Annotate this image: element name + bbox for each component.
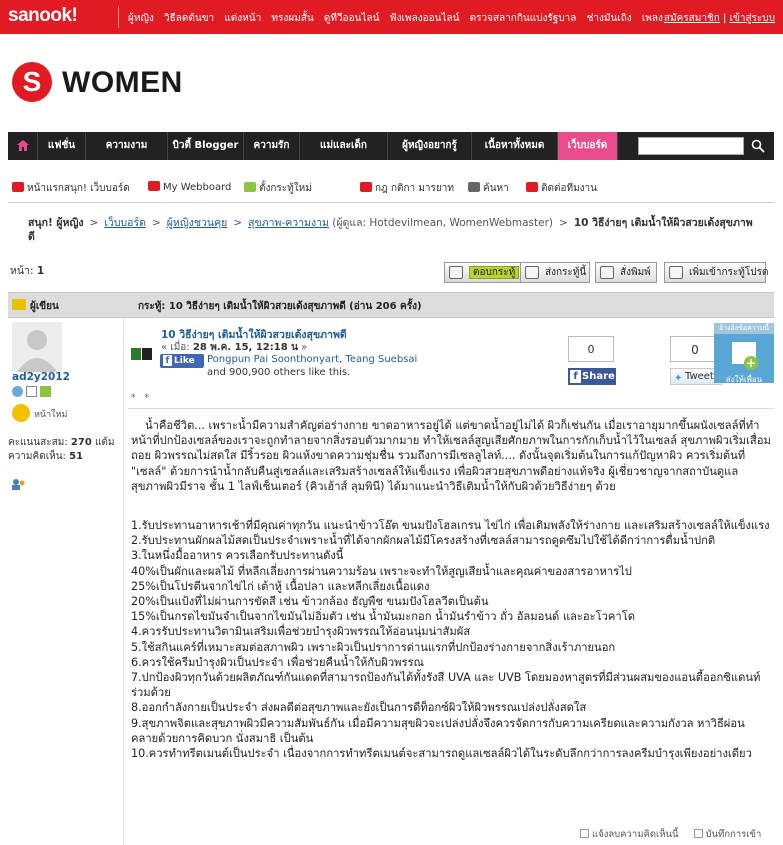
liker-link[interactable]: Pongpun Pai Soonthonyart <box>207 354 340 365</box>
smiley-icon <box>12 404 30 422</box>
log-icon <box>694 829 703 838</box>
top-link[interactable]: ดูทีวีออนไลน์ <box>323 13 380 24</box>
post-intro: น้ำคือชีวิต... เพราะน้ำมีความสำคัญต่อร่างกาย ขาดอาหารอยู่ได้ แต่ขาดน้ำอยู่ไม่ได้ ผิวก็เช่นกัน เมื่อเราอายุมากขึ้นผนังเซลล์ที่ทำหน้าที่ปกป้องเซลล์ของเราจะถูกทำลายจากสิ่งรอบตัวมากมาย ทำให้เซลล์สูญเสียศักยภาพในการกักเก็บน้ำไว้ในเซลล์ สุขภาพผิวเริ่มเสื่อมถอย ผิวพรรณไม่สดใส มีริ้วรอย ผิวแห้งขาดความชุ่มชื่น รวมถึงการมีเซลลูไลท์.... ดังนั้นจุดเริ่มต้นในการแก้ปัญหาผิว ควรเริ่มต้นที่ "เซลล์" ด้วยการนำน้ำกลับคืนสู่เซลล์และเสริมสร้างเซลล์ให้แข็งแรง เพื่อผิวสวยสุขภาพดีอย่างแท้จริง ผู้เชี่ยวชาญจากสถาบันดูแลสุขภาพผิวมีราจ ชั้น 1 ไลฟ์เซ็นเตอร์ (คิวเฮ้าส์ ลุมพินี) ได้มาแนะนำวิธีเติมน้ำให้กับผิวด้วยวิธีง่ายๆ ด้วย <box>131 419 771 493</box>
post-item: 5.ใช้สกินแคร์ที่เหมาะสมต่อสภาพผิว เพราะผิวเป็นปราการด่านแรกที่ปกป้องร่างกายจากสิ่งเร้าภายนอก <box>131 640 616 654</box>
topic-title-header: กระทู้: 10 วิธีง่ายๆ เติมน้ำให้ผิวสวยเด้งสุขภาพดี (อ่าน 206 ครั้ง) <box>138 301 422 312</box>
top-link[interactable]: ฟังเพลงออนไลน์ <box>389 13 460 24</box>
home-icon <box>17 140 29 151</box>
topic-header <box>8 292 774 318</box>
breadcrumb: สนุก! ผู้หญิง > เว็บบอร์ด > ผู้หญิงชวนคุย > สุขภาพ-ความงาม (ผู้ดูแล: Hotdevilmean, WomenWebmaster) > 10 วิธีง่ายๆ เติมน้ำให้ผิวสวยเด้งสุขภาพดี <box>28 217 753 243</box>
tweet-count: 0 <box>670 336 720 362</box>
breadcrumb-current: 10 วิธีง่ายๆ เติมน้ำให้ผิวสวยเด้งสุขภาพดี <box>28 217 753 243</box>
reply-button[interactable]: ตอบกระทู้ <box>444 262 530 283</box>
plus-icon: + <box>745 356 757 370</box>
profile-icon[interactable] <box>12 386 23 397</box>
post-item: 8.ออกกำลังกายเป็นประจำ ส่งผลดีต่อสุขภาพและยังเป็นการดีท็อกซ์ผิวให้ผิวพรรณเปล่งปลั่งสดใส <box>131 701 587 715</box>
nav-mom-kids[interactable]: แม่และเด็ก <box>300 132 388 160</box>
send-icon <box>525 266 539 279</box>
top-link[interactable]: ตรวจสลากกินแบ่งรัฐบาล <box>469 13 577 24</box>
breadcrumb-item[interactable]: สุขภาพ-ความงาม <box>248 217 329 229</box>
s-logo-icon: S <box>12 62 52 102</box>
rules-link[interactable]: กฎ กติกา มารยาท <box>360 181 454 196</box>
report-icon <box>580 829 589 838</box>
share-count: 0 <box>568 336 614 362</box>
moderators: (ผู้ดูแล: Hotdevilmean, WomenWebmaster) <box>332 217 554 229</box>
post-item: 40%เป็นผักและผลไม้ ที่หลีกเลี่ยงการผ่านความร้อน เพราะจะทำให้สูญเสียน้ำและคุณค่าของสารอาหารไป <box>131 564 632 578</box>
favorite-button[interactable]: เพิ่มเข้ากระทู้โปรด <box>664 262 766 283</box>
top-link[interactable]: ผู้หญิง <box>128 13 154 24</box>
page-indicator: หน้า: 1 <box>10 265 45 277</box>
facebook-share-button[interactable]: f Share <box>568 368 616 385</box>
log-link[interactable]: บันทึกการเข้า <box>694 829 768 840</box>
nav-women-ask[interactable]: ผู้หญิงอยากรู้ <box>388 132 472 160</box>
page-number[interactable]: 1 <box>36 265 45 277</box>
post-item: 7.ปกป้องผิวทุกวันด้วยผลิตภัณฑ์กันแดดที่สามารถป้องกันได้ทั้งรังสี UVA และ UVB โดยมองหาสูตรที่มีส่วนผสมของแอนตี้ออกซิแดนท์ร่วมด้วย <box>131 671 761 700</box>
send-topic-button[interactable]: ส่งกระทู้นี้ <box>520 262 590 283</box>
search-link[interactable]: ค้นหา <box>468 181 509 196</box>
author-username[interactable]: ad2y2012 <box>12 371 70 383</box>
top-link[interactable]: ช่างมันเถิง <box>586 13 632 24</box>
post-item: 2.รับประทานผักผลไม้สดเป็นประจำเพราะน้ำที่ได้จากผักผลไม้มีโครงสร้างที่เซลล์สามารถดูดซึมไปใช้ได้ดีกว่าการดื่มน้ำปกติ <box>131 534 716 548</box>
nav-webboard[interactable]: เว็บบอร์ด <box>558 132 618 160</box>
contact-link[interactable]: ติดต่อทีมงาน <box>526 181 597 196</box>
email-icon[interactable] <box>26 386 37 397</box>
search-input[interactable] <box>638 137 744 155</box>
send-to-friend-button[interactable]: อ้างอิงข้อความนี้ + ส่งให้เพื่อน <box>714 323 774 383</box>
print-icon <box>600 266 614 279</box>
top-bar <box>0 0 783 34</box>
sanook-small-icon <box>12 182 24 192</box>
top-links <box>128 11 663 26</box>
top-bar-divider <box>118 6 119 28</box>
brand-word: WOMEN <box>62 66 183 99</box>
author-icon <box>12 299 26 310</box>
tweet-button[interactable]: ✦ Tweet <box>670 368 722 385</box>
twitter-icon: ✦ <box>674 373 683 384</box>
author-stats: คะแนนสะสม: 270 แต้ม ความคิดเห็น: 51 <box>8 437 115 462</box>
nav-beauty-blogger[interactable]: บิวตี้ Blogger <box>168 132 244 160</box>
breadcrumb-item[interactable]: ผู้หญิงชวนคุย <box>166 217 228 229</box>
sanook-logo[interactable]: sanook! <box>8 5 78 26</box>
breadcrumb-item[interactable]: เว็บบอร์ด <box>104 217 146 229</box>
top-link[interactable]: ทรงผมสั้น <box>271 13 314 24</box>
divider <box>128 408 774 409</box>
search-small-icon <box>468 182 480 192</box>
rules-icon <box>360 182 372 192</box>
search-icon <box>751 139 765 153</box>
report-link[interactable]: แจ้งลบความคิดเห็นนี้ <box>580 829 685 840</box>
post-footer <box>580 827 773 842</box>
home-nav-button[interactable] <box>8 132 38 160</box>
webboard-toolbar <box>8 176 774 200</box>
facebook-icon: f <box>163 355 172 366</box>
register-link[interactable]: สมัครสมาชิก <box>663 13 720 24</box>
post-body <box>131 418 771 761</box>
webboard-home-link[interactable]: หน้าแรกสนุก! เว็บบอร์ด <box>12 181 130 196</box>
post-title[interactable]: 10 วิธีง่ายๆ เติมน้ำให้ผิวสวยเด้งสุขภาพดี <box>161 329 347 341</box>
top-link[interactable]: วิธีลดต้นขา <box>164 13 215 24</box>
divider <box>8 202 774 203</box>
rank-badge: หน้าใหม่ <box>12 404 67 422</box>
avatar[interactable] <box>12 322 62 372</box>
author-column-header: ผู้เขียน <box>12 299 59 314</box>
reply-icon <box>449 266 463 279</box>
post-item: 15%เป็นกรดไขมันจำเป็นจากไขมันไม่อิ่มตัว เช่น น้ำมันมะกอก น้ำมันรำข้าว ถั่ว อัลมอนด์ และอะโวคาโด <box>131 610 635 624</box>
author-panel <box>8 318 124 845</box>
new-topic-link[interactable]: ตั้งกระทู้ใหม่ <box>244 181 312 196</box>
post-item: 3.ในหนึ่งมื้ออาหาร ควรเลือกรับประทานดังนี้ <box>131 549 344 563</box>
post-item: 4.ควรรับประทานวิตามินเสริมเพื่อช่วยบำรุงผิวพรรณให้อ่อนนุ่มน่าสัมผัส <box>131 625 471 639</box>
liker-link[interactable]: Teang Suebsai <box>345 354 418 365</box>
status-icon <box>40 386 51 397</box>
nav-fashion[interactable]: แฟชั่น <box>38 132 86 160</box>
contact-icon <box>526 182 538 192</box>
post-stars: * * <box>131 393 152 403</box>
post-item: 10.ควรทำทรีตเมนต์เป็นประจำ เนื่องจากการทำทรีตเมนต์จะสามารถดูแลเซลล์ผิวได้ในระดับลึกกว่าการลงครีมบำรุงเพียงอย่างเดียว <box>131 747 752 761</box>
search-button[interactable] <box>746 136 770 156</box>
new-topic-icon <box>244 182 256 192</box>
print-button[interactable]: สั่งพิมพ์ <box>595 262 657 283</box>
post-item: 1.รับประทานอาหารเช้าที่มีคุณค่าทุกวัน แนะนำข้าวโอ๊ต ขนมปังโฮลเกรน ไข่ไก่ เพื่อเติมพลังให้ร่างกาย และเสริมสร้างเซลล์ให้แข็งแรง <box>131 519 770 533</box>
facebook-icon: f <box>570 370 581 383</box>
post-status-icon <box>131 346 153 362</box>
like-summary: Pongpun Pai Soonthonyart, Teang Suebsai and 900,900 others like this. <box>207 354 418 378</box>
post-date: « เมื่อ: 28 พ.ค. 15, 12:18 น » <box>161 342 308 353</box>
login-link[interactable]: เข้าสู่ระบบ <box>729 13 775 24</box>
facebook-like-button[interactable]: f Like <box>160 354 204 368</box>
post-item: 20%เป็นแป้งที่ไม่ผ่านการขัดสี เช่น ข้าวกล้อง ธัญพืช ขนมปังโฮลวีตเป็นต้น <box>131 595 489 609</box>
post-item: 6.ควรใช้ครีมบำรุงผิวเป็นประจำ เพื่อช่วยคืนน้ำให้กับผิวพรรณ <box>131 655 424 669</box>
breadcrumb-root[interactable]: สนุก! ผู้หญิง <box>28 217 84 229</box>
top-link[interactable]: แต่งหน้า <box>224 13 262 24</box>
nav-beauty[interactable]: ความงาม <box>86 132 168 160</box>
post-item: 25%เป็นโปรตีนจากไข่ไก่ เต้าหู้ เนื้อปลา และหลีกเลี่ยงเนื้อแดง <box>131 579 430 593</box>
user-profile-icon[interactable] <box>12 478 25 490</box>
webboard-icon <box>148 181 160 191</box>
nav-all-content[interactable]: เนื้อหาทั้งหมด <box>472 132 558 160</box>
nav-love[interactable]: ความรัก <box>244 132 300 160</box>
main-nav <box>8 132 774 160</box>
account-links: สมัครสมาชิก | เข้าสู่ระบบ <box>663 13 775 24</box>
quote-label[interactable]: อ้างอิงข้อความนี้ <box>714 323 774 334</box>
post-item: 9.สุขภาพจิตและสุขภาพผิวมีความสัมพันธ์กัน เมื่อมีความสุขผิวจะเปล่งปลั่งจึงควรจัดการกับความเครียดและความกังวล หาวิธีผ่อนคลายด้วยการคิดบวก นั่งสมาธิ เป็นต้น <box>131 716 745 745</box>
top-link[interactable]: เพลง <box>641 13 663 24</box>
favorite-icon <box>669 266 683 279</box>
my-webboard-link[interactable]: My Webboard <box>148 181 231 193</box>
author-icons <box>12 386 54 400</box>
